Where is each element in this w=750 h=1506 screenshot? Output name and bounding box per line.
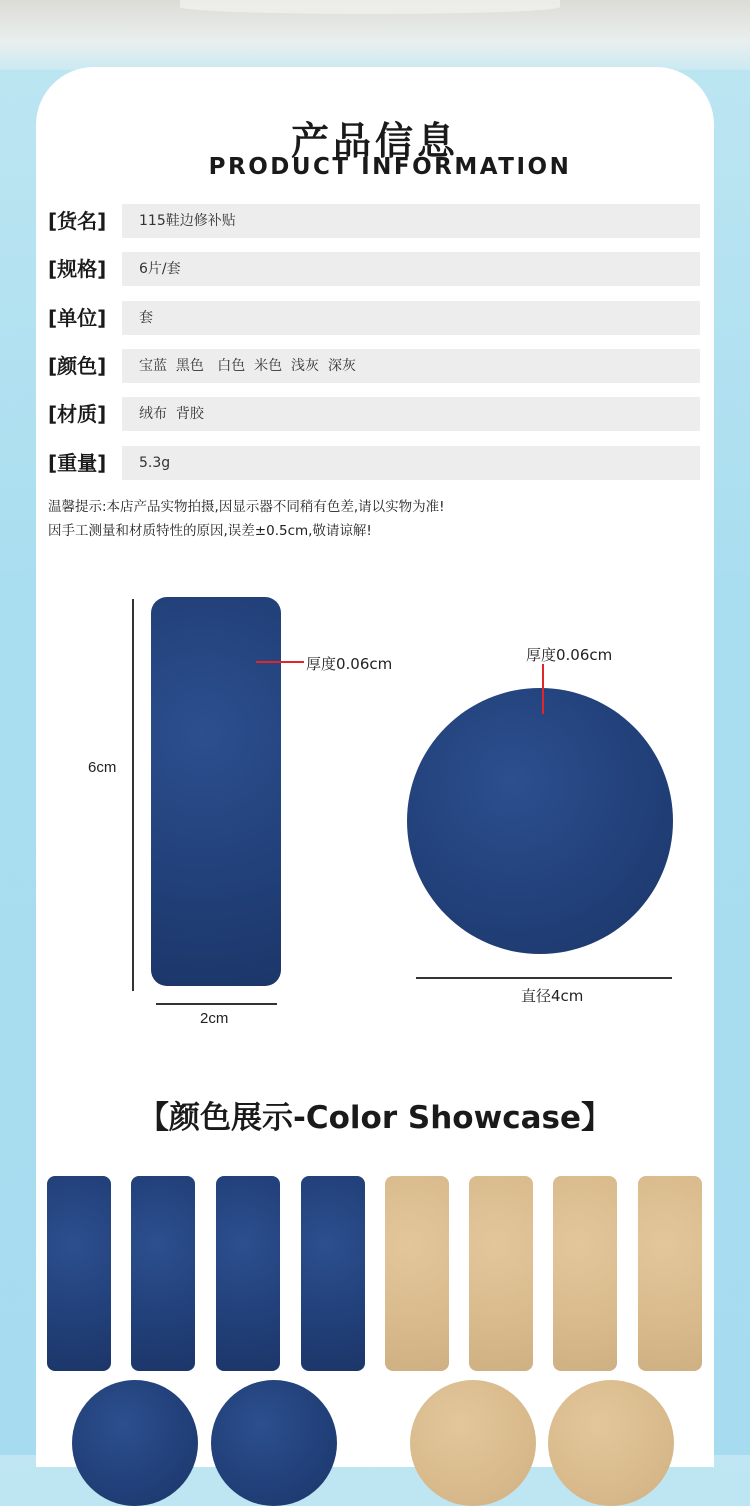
info-row-weight [48, 446, 700, 480]
info-row-spec [48, 252, 700, 286]
info-row-color [48, 349, 700, 383]
width-dimension-line [156, 1003, 277, 1005]
beige-rect-swatch [638, 1176, 702, 1371]
info-label: [材质] [48, 402, 107, 426]
info-value: 5.3g [122, 446, 700, 480]
beige-round-swatch [410, 1380, 536, 1506]
circle-thickness-label: 厚度0.06cm [526, 646, 613, 664]
blue-rect-swatch [301, 1176, 365, 1371]
top-product-photo [0, 0, 750, 70]
round-patch-image [407, 688, 673, 954]
height-dimension-line [132, 599, 134, 991]
blue-rect-swatch [131, 1176, 195, 1371]
rect-thickness-pointer [256, 661, 304, 663]
blue-round-swatch [211, 1380, 337, 1506]
beige-rect-swatch [385, 1176, 449, 1371]
color-showcase-title: 【颜色展示-Color Showcase】 [137, 1100, 613, 1136]
info-value: 宝蓝 黑色 白色 米色 浅灰 深灰 [122, 349, 700, 383]
blue-rect-swatch [47, 1176, 111, 1371]
rect-height-label: 6cm [88, 759, 117, 776]
circle-thickness-pointer [542, 664, 544, 714]
info-value: 绒布 背胶 [122, 397, 700, 431]
rect-thickness-label: 厚度0.06cm [306, 655, 393, 673]
info-label: [规格] [48, 257, 107, 281]
info-row-unit [48, 301, 700, 335]
beige-rect-swatch [553, 1176, 617, 1371]
circle-diameter-label: 直径4cm [521, 987, 584, 1005]
info-row-name [48, 204, 700, 238]
info-label: [单位] [48, 306, 107, 330]
blue-rect-swatch [216, 1176, 280, 1371]
beige-round-swatch [548, 1380, 674, 1506]
beige-rect-swatch [469, 1176, 533, 1371]
rect-width-label: 2cm [200, 1010, 229, 1027]
info-label: [重量] [48, 451, 107, 475]
note-line-2: 因手工测量和材质特性的原因,误差±0.5cm,敬请谅解! [48, 523, 372, 539]
blue-round-swatch [72, 1380, 198, 1506]
diameter-dimension-line [416, 977, 672, 979]
section-title-en: PRODUCT INFORMATION [208, 154, 572, 180]
section-title-cn: 产品信息 [290, 119, 459, 163]
info-value: 套 [122, 301, 700, 335]
rect-patch-image [151, 597, 281, 986]
info-label: [货名] [48, 209, 107, 233]
info-value: 115鞋边修补贴 [122, 204, 700, 238]
note-line-1: 温馨提示:本店产品实物拍摄,因显示器不同稍有色差,请以实物为准! [48, 499, 445, 515]
info-row-material [48, 397, 700, 431]
info-value: 6片/套 [122, 252, 700, 286]
info-label: [颜色] [48, 354, 107, 378]
